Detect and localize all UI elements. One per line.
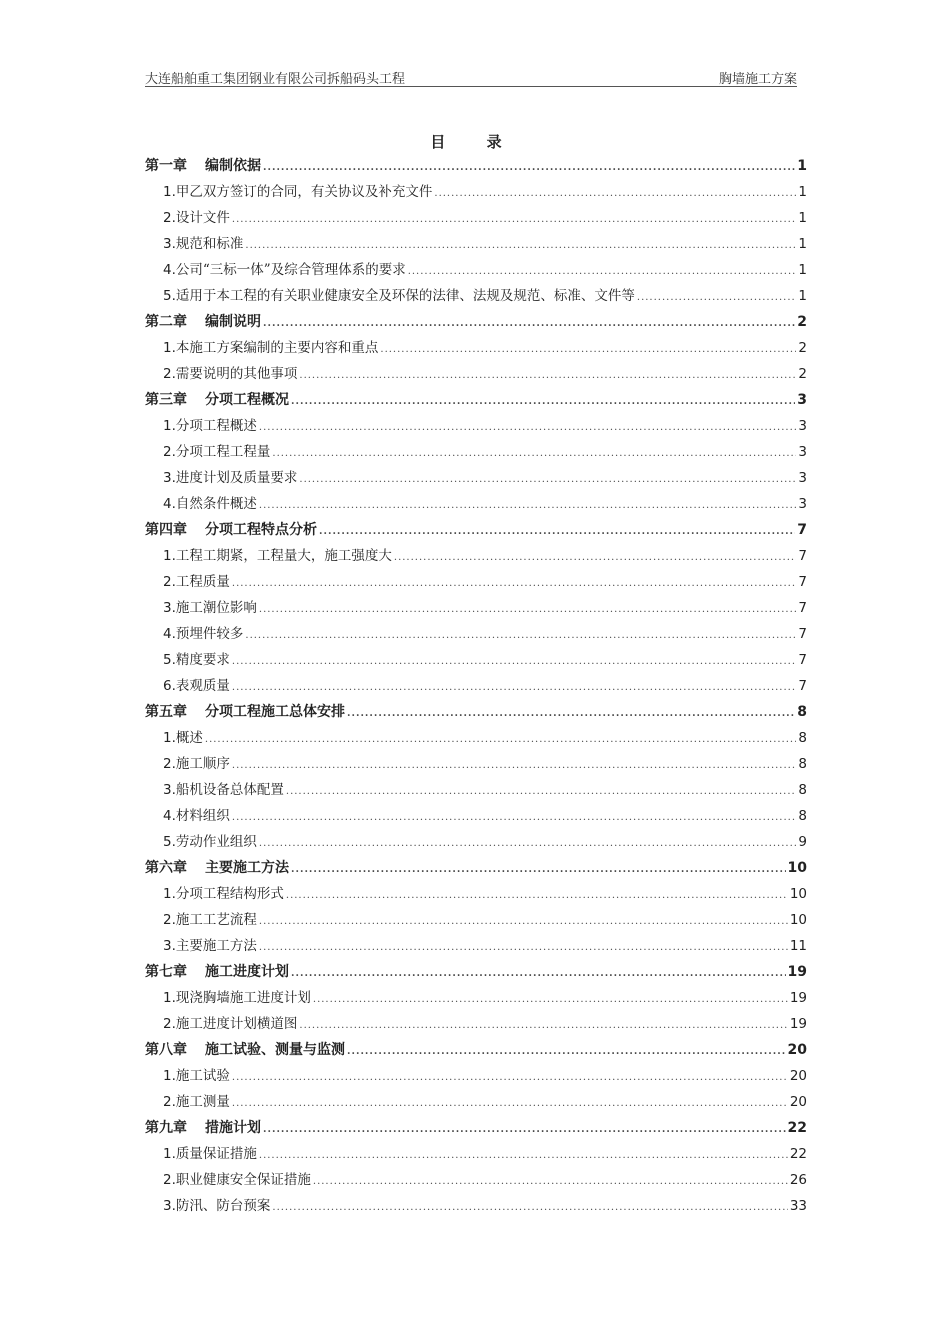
page-number: 7: [798, 678, 807, 694]
section-number: 1.: [163, 1146, 176, 1162]
section-title: 施工顺序: [175, 756, 230, 772]
toc-chapter-entry[interactable]: [145, 855, 807, 881]
page-number: 1: [798, 288, 807, 304]
page-number: 7: [798, 548, 807, 564]
page-number: 8: [798, 756, 807, 772]
page-number: 1: [798, 262, 807, 278]
page-number: 10: [789, 886, 807, 902]
section-title: 材料组织: [175, 808, 230, 824]
toc-section-entry[interactable]: [145, 1141, 807, 1167]
page-number: 10: [789, 912, 807, 928]
page-number: 7: [797, 522, 807, 538]
dot-leader: [291, 389, 795, 415]
section-number: 1.: [163, 990, 176, 1006]
dot-leader: [434, 181, 796, 207]
toc-section-entry[interactable]: [145, 335, 807, 361]
chapter-title: 施工试验、测量与监测: [205, 1042, 345, 1058]
section-title: 概述: [175, 730, 203, 746]
section-number: 2.: [163, 210, 176, 226]
page-number: 7: [798, 574, 807, 590]
section-title: 预埋件较多: [175, 626, 244, 642]
page-number: 2: [797, 314, 807, 330]
chapter-label: 第七章: [145, 964, 187, 980]
dot-leader: [232, 649, 797, 675]
chapter-title: 分项工程施工总体安排: [205, 704, 345, 720]
toc-section-entry[interactable]: [145, 933, 807, 959]
page-number: 11: [789, 938, 807, 954]
dot-leader: [259, 415, 797, 441]
section-number: 3.: [163, 938, 176, 954]
page-number: 8: [797, 704, 807, 720]
section-title: 船机设备总体配置: [175, 782, 284, 798]
section-title: 工程质量: [175, 574, 230, 590]
section-title: 职业健康安全保证措施: [175, 1172, 311, 1188]
toc-section-entry[interactable]: [145, 647, 807, 673]
dot-leader: [232, 571, 797, 597]
page-number: 1: [797, 158, 807, 174]
dot-leader: [259, 909, 788, 935]
toc-chapter-entry[interactable]: [145, 387, 807, 413]
section-number: 2.: [163, 1016, 176, 1032]
section-number: 3.: [163, 470, 176, 486]
toc-section-entry[interactable]: [145, 361, 807, 387]
page-number: 20: [787, 1042, 807, 1058]
dot-leader: [263, 155, 795, 181]
section-title: 公司“三标一体”及综合管理体系的要求: [175, 262, 406, 278]
dot-leader: [291, 961, 786, 987]
section-title: 自然条件概述: [175, 496, 257, 512]
toc-section-entry[interactable]: [145, 1063, 807, 1089]
dot-leader: [259, 831, 797, 857]
chapter-label: 第五章: [145, 704, 187, 720]
section-title: 本施工方案编制的主要内容和重点: [175, 340, 379, 356]
page-number: 2: [798, 340, 807, 356]
toc-section-entry[interactable]: [145, 569, 807, 595]
page-number: 1: [798, 210, 807, 226]
page-number: 19: [789, 1016, 807, 1032]
section-number: 2.: [163, 1094, 176, 1110]
dot-leader: [637, 285, 797, 311]
toc-section-entry[interactable]: [145, 413, 807, 439]
dot-leader: [272, 1195, 787, 1221]
dot-leader: [313, 987, 788, 1013]
toc-section-entry[interactable]: [145, 673, 807, 699]
page-number: 3: [798, 496, 807, 512]
dot-leader: [299, 467, 796, 493]
toc-section-entry[interactable]: [145, 751, 807, 777]
section-title: 表观质量: [175, 678, 230, 694]
dot-leader: [299, 363, 796, 389]
page-number: 8: [798, 782, 807, 798]
toc-section-entry[interactable]: [145, 985, 807, 1011]
section-number: 5.: [163, 652, 176, 668]
dot-leader: [286, 779, 797, 805]
section-title: 设计文件: [175, 210, 230, 226]
toc-section-entry[interactable]: [145, 595, 807, 621]
toc-section-entry[interactable]: [145, 543, 807, 569]
toc-section-entry[interactable]: [145, 881, 807, 907]
page-number: 20: [789, 1068, 807, 1084]
page-number: 20: [789, 1094, 807, 1110]
section-number: 2.: [163, 444, 176, 460]
dot-leader: [205, 727, 797, 753]
section-title: 工程工期紧，工程量大，施工强度大: [175, 548, 392, 564]
toc-section-entry[interactable]: [145, 465, 807, 491]
toc-chapter-entry[interactable]: [145, 959, 807, 985]
toc-section-entry[interactable]: [145, 179, 807, 205]
dot-leader: [259, 597, 797, 623]
section-number: 1.: [163, 548, 176, 564]
chapter-label: 第六章: [145, 860, 187, 876]
toc-section-entry[interactable]: [145, 1193, 807, 1219]
dot-leader: [232, 753, 797, 779]
dot-leader: [380, 337, 796, 363]
page-number: 3: [798, 470, 807, 486]
toc-section-entry[interactable]: [145, 803, 807, 829]
toc-section-entry[interactable]: [145, 491, 807, 517]
section-number: 1.: [163, 418, 176, 434]
section-number: 1.: [163, 184, 176, 200]
page-number: 1: [798, 236, 807, 252]
table-of-contents: [145, 153, 807, 1219]
page-number: 22: [789, 1146, 807, 1162]
page-number: 7: [798, 600, 807, 616]
dot-leader: [394, 545, 797, 571]
section-title: 防汛、防台预案: [175, 1198, 271, 1214]
section-number: 1.: [163, 730, 176, 746]
header-project-name: 大连船舶重工集团钢业有限公司拆船码头工程: [145, 72, 406, 87]
page-number: 19: [789, 990, 807, 1006]
section-title: 分项工程结构形式: [175, 886, 284, 902]
section-title: 主要施工方法: [175, 938, 257, 954]
section-number: 3.: [163, 236, 176, 252]
section-number: 2.: [163, 366, 176, 382]
section-title: 现浇胸墙施工进度计划: [175, 990, 311, 1006]
dot-leader: [263, 311, 795, 337]
section-title: 分项工程概述: [175, 418, 257, 434]
chapter-title: 编制依据: [205, 158, 261, 174]
chapter-title: 分项工程概况: [205, 392, 289, 408]
toc-section-entry[interactable]: [145, 829, 807, 855]
section-number: 4.: [163, 496, 176, 512]
toc-section-entry[interactable]: [145, 777, 807, 803]
page-number: 7: [798, 626, 807, 642]
page-number: 26: [789, 1172, 807, 1188]
section-number: 2.: [163, 1172, 176, 1188]
dot-leader: [272, 441, 796, 467]
section-title: 施工测量: [175, 1094, 230, 1110]
section-number: 2.: [163, 756, 176, 772]
page-number: 8: [798, 808, 807, 824]
toc-section-entry[interactable]: [145, 283, 807, 309]
page-number: 22: [787, 1120, 807, 1136]
toc-chapter-entry[interactable]: [145, 309, 807, 335]
section-number: 2.: [163, 574, 176, 590]
section-number: 5.: [163, 288, 176, 304]
page-number: 8: [798, 730, 807, 746]
section-number: 3.: [163, 600, 176, 616]
toc-section-entry[interactable]: [145, 1011, 807, 1037]
section-number: 3.: [163, 1198, 176, 1214]
dot-leader: [232, 1065, 788, 1091]
dot-leader: [245, 233, 796, 259]
dot-leader: [291, 857, 786, 883]
page-number: 19: [787, 964, 807, 980]
page-number: 33: [789, 1198, 807, 1214]
page-number: 1: [798, 184, 807, 200]
chapter-title: 主要施工方法: [205, 860, 289, 876]
dot-leader: [232, 207, 797, 233]
header-document-title: 胸墙施工方案: [718, 72, 797, 87]
dot-leader: [232, 1091, 788, 1117]
chapter-label: 第四章: [145, 522, 187, 538]
section-number: 4.: [163, 808, 176, 824]
section-title: 适用于本工程的有关职业健康安全及环保的法律、法规及规范、标准、文件等: [175, 288, 635, 304]
toc-chapter-entry[interactable]: [145, 517, 807, 543]
toc-chapter-entry[interactable]: [145, 1115, 807, 1141]
section-number: 4.: [163, 262, 176, 278]
section-title: 施工工艺流程: [175, 912, 257, 928]
section-title: 进度计划及质量要求: [175, 470, 298, 486]
section-title: 需要说明的其他事项: [175, 366, 298, 382]
section-number: 3.: [163, 782, 176, 798]
dot-leader: [232, 805, 797, 831]
chapter-title: 措施计划: [205, 1120, 261, 1136]
chapter-label: 第三章: [145, 392, 187, 408]
chapter-title: 编制说明: [205, 314, 261, 330]
section-title: 施工试验: [175, 1068, 230, 1084]
dot-leader: [263, 1117, 786, 1143]
section-title: 施工潮位影响: [175, 600, 257, 616]
toc-chapter-entry[interactable]: [145, 699, 807, 725]
section-title: 分项工程工程量: [175, 444, 271, 460]
chapter-title: 分项工程特点分析: [205, 522, 317, 538]
page-number: 10: [787, 860, 807, 876]
toc-section-entry[interactable]: [145, 205, 807, 231]
section-number: 2.: [163, 912, 176, 928]
section-title: 精度要求: [175, 652, 230, 668]
dot-leader: [408, 259, 797, 285]
section-number: 1.: [163, 1068, 176, 1084]
dot-leader: [313, 1169, 788, 1195]
dot-leader: [299, 1013, 787, 1039]
chapter-label: 第八章: [145, 1042, 187, 1058]
chapter-label: 第一章: [145, 158, 187, 174]
section-title: 劳动作业组织: [175, 834, 257, 850]
page-number: 3: [798, 444, 807, 460]
section-number: 6.: [163, 678, 176, 694]
dot-leader: [286, 883, 788, 909]
section-title: 质量保证措施: [175, 1146, 257, 1162]
toc-chapter-entry[interactable]: [145, 153, 807, 179]
chapter-title: 施工进度计划: [205, 964, 289, 980]
chapter-label: 第二章: [145, 314, 187, 330]
toc-section-entry[interactable]: [145, 257, 807, 283]
dot-leader: [245, 623, 796, 649]
toc-section-entry[interactable]: [145, 725, 807, 751]
dot-leader: [347, 1039, 786, 1065]
toc-section-entry[interactable]: [145, 1089, 807, 1115]
toc-section-entry[interactable]: [145, 231, 807, 257]
toc-section-entry[interactable]: [145, 907, 807, 933]
chapter-label: 第九章: [145, 1120, 187, 1136]
dot-leader: [319, 519, 795, 545]
page-number: 7: [798, 652, 807, 668]
toc-chapter-entry[interactable]: [145, 1037, 807, 1063]
toc-section-entry[interactable]: [145, 1167, 807, 1193]
section-title: 甲乙双方签订的合同，有关协议及补充文件: [175, 184, 433, 200]
section-number: 1.: [163, 886, 176, 902]
section-title: 规范和标准: [175, 236, 244, 252]
section-title: 施工进度计划横道图: [175, 1016, 298, 1032]
toc-section-entry[interactable]: [145, 439, 807, 465]
dot-leader: [347, 701, 795, 727]
dot-leader: [259, 1143, 788, 1169]
dot-leader: [259, 935, 788, 961]
dot-leader: [232, 675, 797, 701]
page-number: 9: [798, 834, 807, 850]
toc-section-entry[interactable]: [145, 621, 807, 647]
section-number: 1.: [163, 340, 176, 356]
page-number: 2: [798, 366, 807, 382]
dot-leader: [259, 493, 797, 519]
toc-title: 目 录: [430, 133, 520, 151]
page-header: [145, 68, 797, 87]
page-number: 3: [798, 418, 807, 434]
section-number: 5.: [163, 834, 176, 850]
section-number: 4.: [163, 626, 176, 642]
page-number: 3: [797, 392, 807, 408]
